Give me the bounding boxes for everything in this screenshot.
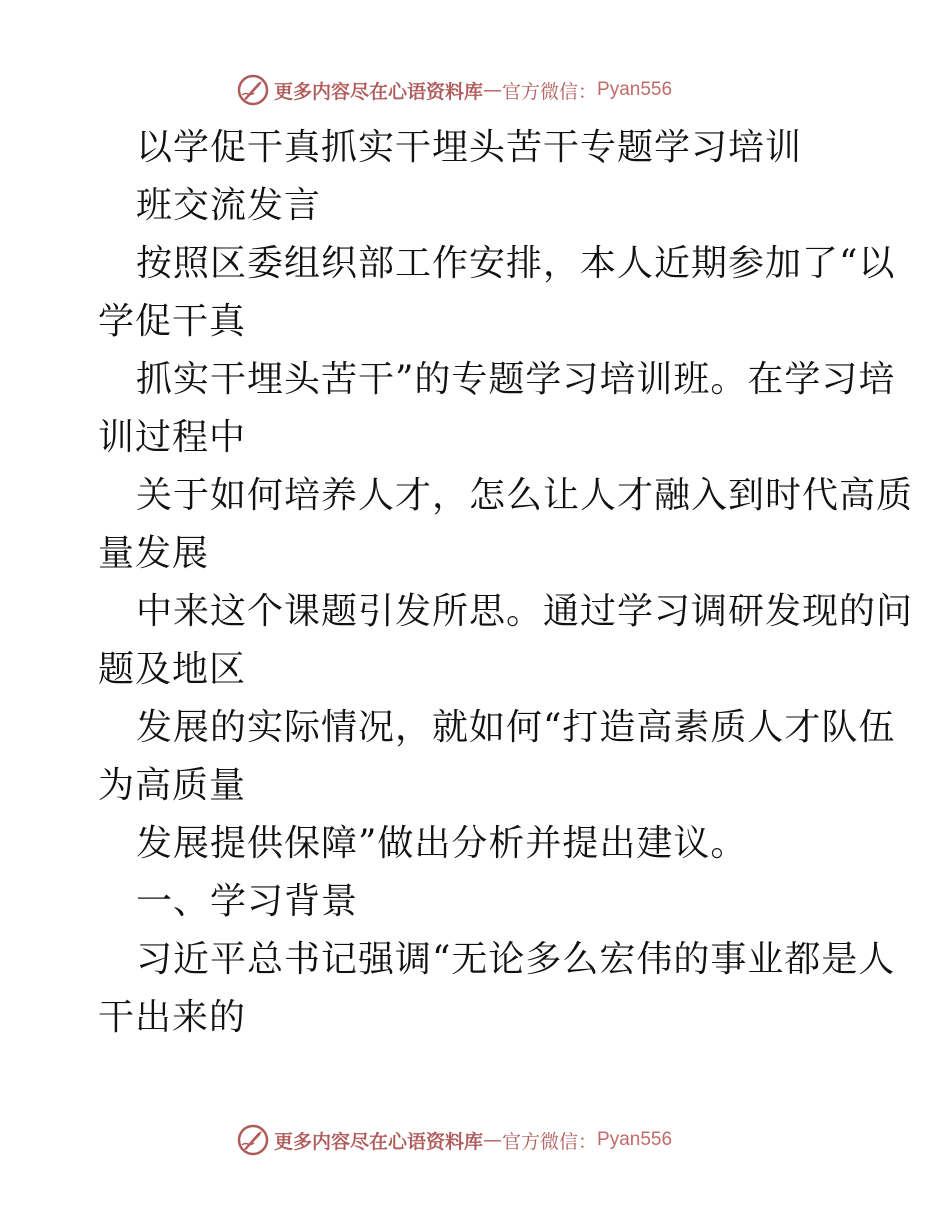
paragraph-line: 题及地区 [98,649,247,690]
document-body [98,119,914,1047]
banner-dash: — [483,79,503,101]
banner-dash: — [483,1129,503,1151]
banner-wechat-id: Pyan556 [597,79,673,100]
paragraph-line: 学促干真 [98,301,247,342]
quill-pen-logo-icon [236,73,270,107]
paragraph-line: 关于如何培养人才，怎么让人才融入到时代高质 [136,475,914,516]
paragraph-line: 发展提供保障”做出分析并提出建议。 [136,823,748,864]
paragraph-line: 干出来的 [98,997,247,1038]
section-heading: 一、学习背景 [136,881,359,922]
paragraph-line: 训过程中 [98,417,247,458]
header-banner [236,72,672,108]
paragraph-line: 为高质量 [98,765,247,806]
document-title-line-2: 班交流发言 [136,185,322,226]
paragraph-line: 抓实干埋头苦干”的专题学习培训班。在学习培 [136,359,896,400]
paragraph-line: 量发展 [98,533,210,574]
quill-pen-logo-icon [236,1123,270,1157]
paragraph-line: 按照区委组织部工作安排，本人近期参加了“以 [136,243,896,284]
paragraph-line: 中来这个课题引发所思。通过学习调研发现的问 [136,591,914,632]
banner-main-text: 更多内容尽在心语资料库 [274,80,484,103]
banner-wechat-id: Pyan556 [597,1129,673,1150]
banner-main-text: 更多内容尽在心语资料库 [274,1130,484,1153]
paragraph-line: 习近平总书记强调“无论多么宏伟的事业都是人 [136,939,896,980]
paragraph-line: 发展的实际情况，就如何“打造高素质人才队伍 [136,707,896,748]
footer-banner [236,1122,672,1158]
document-title-line-1: 以学促干真抓实干埋头苦干专题学习培训 [136,127,803,168]
banner-wechat-label: 官方微信： [502,80,598,103]
banner-wechat-label: 官方微信： [502,1130,598,1153]
